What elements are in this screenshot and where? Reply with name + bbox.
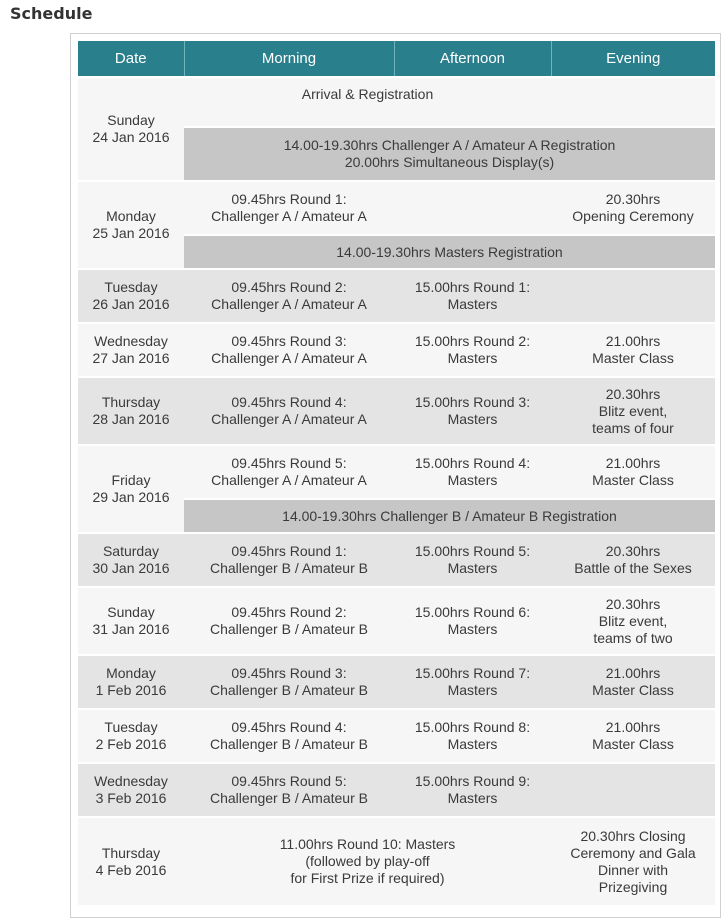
table-row (78, 655, 715, 709)
date-label: 24 Jan 2016 (92, 129, 170, 145)
day-label: Thursday (101, 394, 161, 410)
session-text: Challenger B / Amateur B (210, 621, 368, 637)
table-row (78, 763, 715, 817)
table-row (78, 445, 715, 499)
registration-band (184, 127, 715, 181)
day-label: Wednesday (94, 773, 168, 789)
morning-cell (184, 587, 394, 655)
session-text: Masters (447, 790, 498, 806)
session-text: Masters (447, 560, 498, 576)
afternoon-cell (394, 181, 551, 235)
arrival-cell (184, 77, 551, 127)
day-label: Monday (106, 665, 156, 681)
morning-cell (184, 445, 394, 499)
date-cell (78, 269, 184, 323)
afternoon-cell (394, 269, 551, 323)
date-cell (78, 377, 184, 445)
morning-cell (184, 655, 394, 709)
table-row (78, 323, 715, 377)
evening-cell (551, 377, 715, 445)
session-text: 09.45hrs Round 3: (231, 333, 347, 349)
session-text: Challenger A / Amateur A (211, 296, 367, 312)
session-text: 15.00hrs Round 4: (414, 455, 531, 471)
session-text: 21.00hrs (605, 719, 661, 735)
morning-cell (184, 709, 394, 763)
session-text: Master Class (592, 472, 674, 488)
date-cell (78, 323, 184, 377)
day-label: Sunday (107, 112, 155, 128)
date-label: 26 Jan 2016 (92, 296, 170, 312)
morning-cell (184, 269, 394, 323)
evening-cell (551, 181, 715, 235)
session-text: 09.45hrs Round 4: (231, 719, 347, 735)
day-label: Friday (111, 472, 151, 488)
session-text: Challenger B / Amateur B (210, 682, 368, 698)
session-text: Battle of the Sexes (574, 560, 692, 576)
session-text: 09.45hrs Round 5: (231, 773, 347, 789)
column-header-date: Date (78, 41, 184, 77)
session-text: 20.30hrs (605, 595, 661, 612)
day-label: Tuesday (104, 279, 158, 295)
evening-cell (551, 587, 715, 655)
evening-cell (551, 817, 715, 905)
evening-cell (551, 445, 715, 499)
morning-afternoon-cell (184, 817, 551, 905)
day-label: Saturday (102, 543, 160, 559)
date-label: 27 Jan 2016 (92, 350, 170, 366)
session-text: Master Class (592, 736, 674, 752)
evening-cell (551, 77, 715, 127)
session-text: Masters (447, 621, 498, 637)
session-text: Challenger B / Amateur B (210, 560, 368, 576)
date-label: 30 Jan 2016 (92, 560, 170, 576)
session-text: teams of two (593, 629, 673, 646)
afternoon-cell (394, 323, 551, 377)
date-label: 1 Feb 2016 (95, 682, 167, 698)
registration-text: 20.00hrs Simultaneous Display(s) (344, 154, 555, 170)
registration-text: 14.00-19.30hrs Challenger A / Amateur A Registration (283, 137, 616, 153)
session-text: 09.45hrs Round 1: (231, 191, 347, 207)
afternoon-cell (394, 533, 551, 587)
registration-text: 14.00-19.30hrs Masters Registration (336, 243, 563, 260)
morning-cell (184, 181, 394, 235)
session-text: for First Prize if required) (290, 870, 445, 886)
table-row (78, 709, 715, 763)
afternoon-cell (394, 445, 551, 499)
registration-band (184, 235, 715, 269)
table-row (78, 817, 715, 905)
table-row (78, 587, 715, 655)
session-text: 15.00hrs Round 6: (414, 604, 531, 620)
day-label: Thursday (101, 844, 161, 861)
session-text: Challenger B / Amateur B (210, 790, 368, 806)
evening-cell (551, 323, 715, 377)
column-header-evening: Evening (551, 41, 715, 77)
evening-cell (551, 763, 715, 817)
session-text: 20.30hrs (605, 385, 661, 402)
header-row (78, 41, 715, 77)
date-label: 31 Jan 2016 (92, 621, 170, 637)
column-header-morning: Morning (184, 41, 394, 77)
date-label: 28 Jan 2016 (92, 411, 170, 427)
afternoon-cell (394, 709, 551, 763)
session-text: teams of four (592, 419, 674, 436)
session-text: Blitz event, (598, 612, 668, 629)
registration-text: 14.00-19.30hrs Challenger B / Amateur B Registration (282, 507, 617, 524)
session-text: Master Class (592, 350, 674, 366)
date-cell (78, 445, 184, 533)
session-text: 20.30hrs (605, 543, 661, 559)
table-row (78, 377, 715, 445)
date-cell (78, 181, 184, 269)
table-row (78, 269, 715, 323)
date-label: 3 Feb 2016 (95, 790, 167, 806)
column-header-afternoon: Afternoon (394, 41, 551, 77)
day-label: Tuesday (104, 719, 158, 735)
session-text: 15.00hrs Round 9: (414, 773, 531, 789)
table-row (78, 181, 715, 235)
morning-cell (184, 763, 394, 817)
session-text: 09.45hrs Round 3: (231, 665, 347, 681)
evening-cell (551, 709, 715, 763)
afternoon-cell (394, 587, 551, 655)
session-text: Challenger A / Amateur A (211, 472, 367, 488)
session-text: 09.45hrs Round 1: (231, 543, 347, 559)
session-text: 15.00hrs Round 8: (414, 719, 531, 735)
session-text: Challenger A / Amateur A (211, 411, 367, 427)
session-text: 21.00hrs (605, 665, 661, 681)
day-label: Sunday (107, 604, 155, 620)
session-text: Blitz event, (598, 402, 668, 419)
table-row (78, 533, 715, 587)
date-cell (78, 77, 184, 181)
session-text: 15.00hrs Round 7: (414, 665, 531, 681)
session-text: Masters (447, 411, 498, 427)
date-cell (78, 655, 184, 709)
session-text: 21.00hrs (605, 333, 661, 349)
afternoon-cell (394, 377, 551, 445)
session-text: Masters (447, 296, 498, 312)
session-text: Opening Ceremony (572, 208, 694, 224)
session-text: 09.45hrs Round 2: (231, 604, 347, 620)
session-text: 15.00hrs Round 1: (414, 279, 531, 295)
session-text: 21.00hrs (605, 455, 661, 471)
session-text: Ceremony and Gala (570, 844, 696, 861)
session-text: 15.00hrs Round 3: (414, 394, 531, 410)
session-text: Dinner with (597, 861, 669, 878)
date-cell (78, 587, 184, 655)
evening-cell (551, 533, 715, 587)
date-label: 25 Jan 2016 (92, 225, 170, 241)
session-text: Prizegiving (598, 878, 668, 895)
session-text: 09.45hrs Round 2: (231, 279, 347, 295)
afternoon-cell (394, 763, 551, 817)
session-text: Challenger B / Amateur B (210, 736, 368, 752)
day-label: Monday (106, 208, 156, 224)
page-title: Schedule (10, 4, 93, 23)
evening-cell (551, 269, 715, 323)
session-text: 15.00hrs Round 2: (414, 333, 531, 349)
registration-band (184, 499, 715, 533)
afternoon-cell (394, 655, 551, 709)
session-text: 20.30hrs (605, 191, 661, 207)
date-label: 29 Jan 2016 (92, 489, 170, 505)
session-text: Masters (447, 682, 498, 698)
session-text: Masters (447, 736, 498, 752)
session-text: 11.00hrs Round 10: Masters (279, 836, 456, 852)
session-text: Challenger A / Amateur A (211, 350, 367, 366)
date-cell (78, 817, 184, 905)
schedule-table (78, 41, 715, 905)
session-text: Master Class (592, 682, 674, 698)
date-label: 4 Feb 2016 (95, 861, 167, 878)
date-cell (78, 763, 184, 817)
session-text: 20.30hrs Closing (580, 827, 686, 844)
session-text: Masters (447, 350, 498, 366)
session-text: Masters (447, 472, 498, 488)
evening-cell (551, 655, 715, 709)
morning-cell (184, 377, 394, 445)
arrival-text: Arrival & Registration (301, 86, 434, 102)
table-row (78, 77, 715, 127)
date-cell (78, 533, 184, 587)
morning-cell (184, 323, 394, 377)
morning-cell (184, 533, 394, 587)
session-text: (followed by play-off (305, 853, 430, 869)
day-label: Wednesday (94, 333, 168, 349)
session-text: 09.45hrs Round 5: (231, 455, 347, 471)
date-cell (78, 709, 184, 763)
session-text: Challenger A / Amateur A (211, 208, 367, 224)
session-text: 09.45hrs Round 4: (231, 394, 347, 410)
session-text: 15.00hrs Round 5: (414, 543, 531, 559)
date-label: 2 Feb 2016 (95, 736, 167, 752)
